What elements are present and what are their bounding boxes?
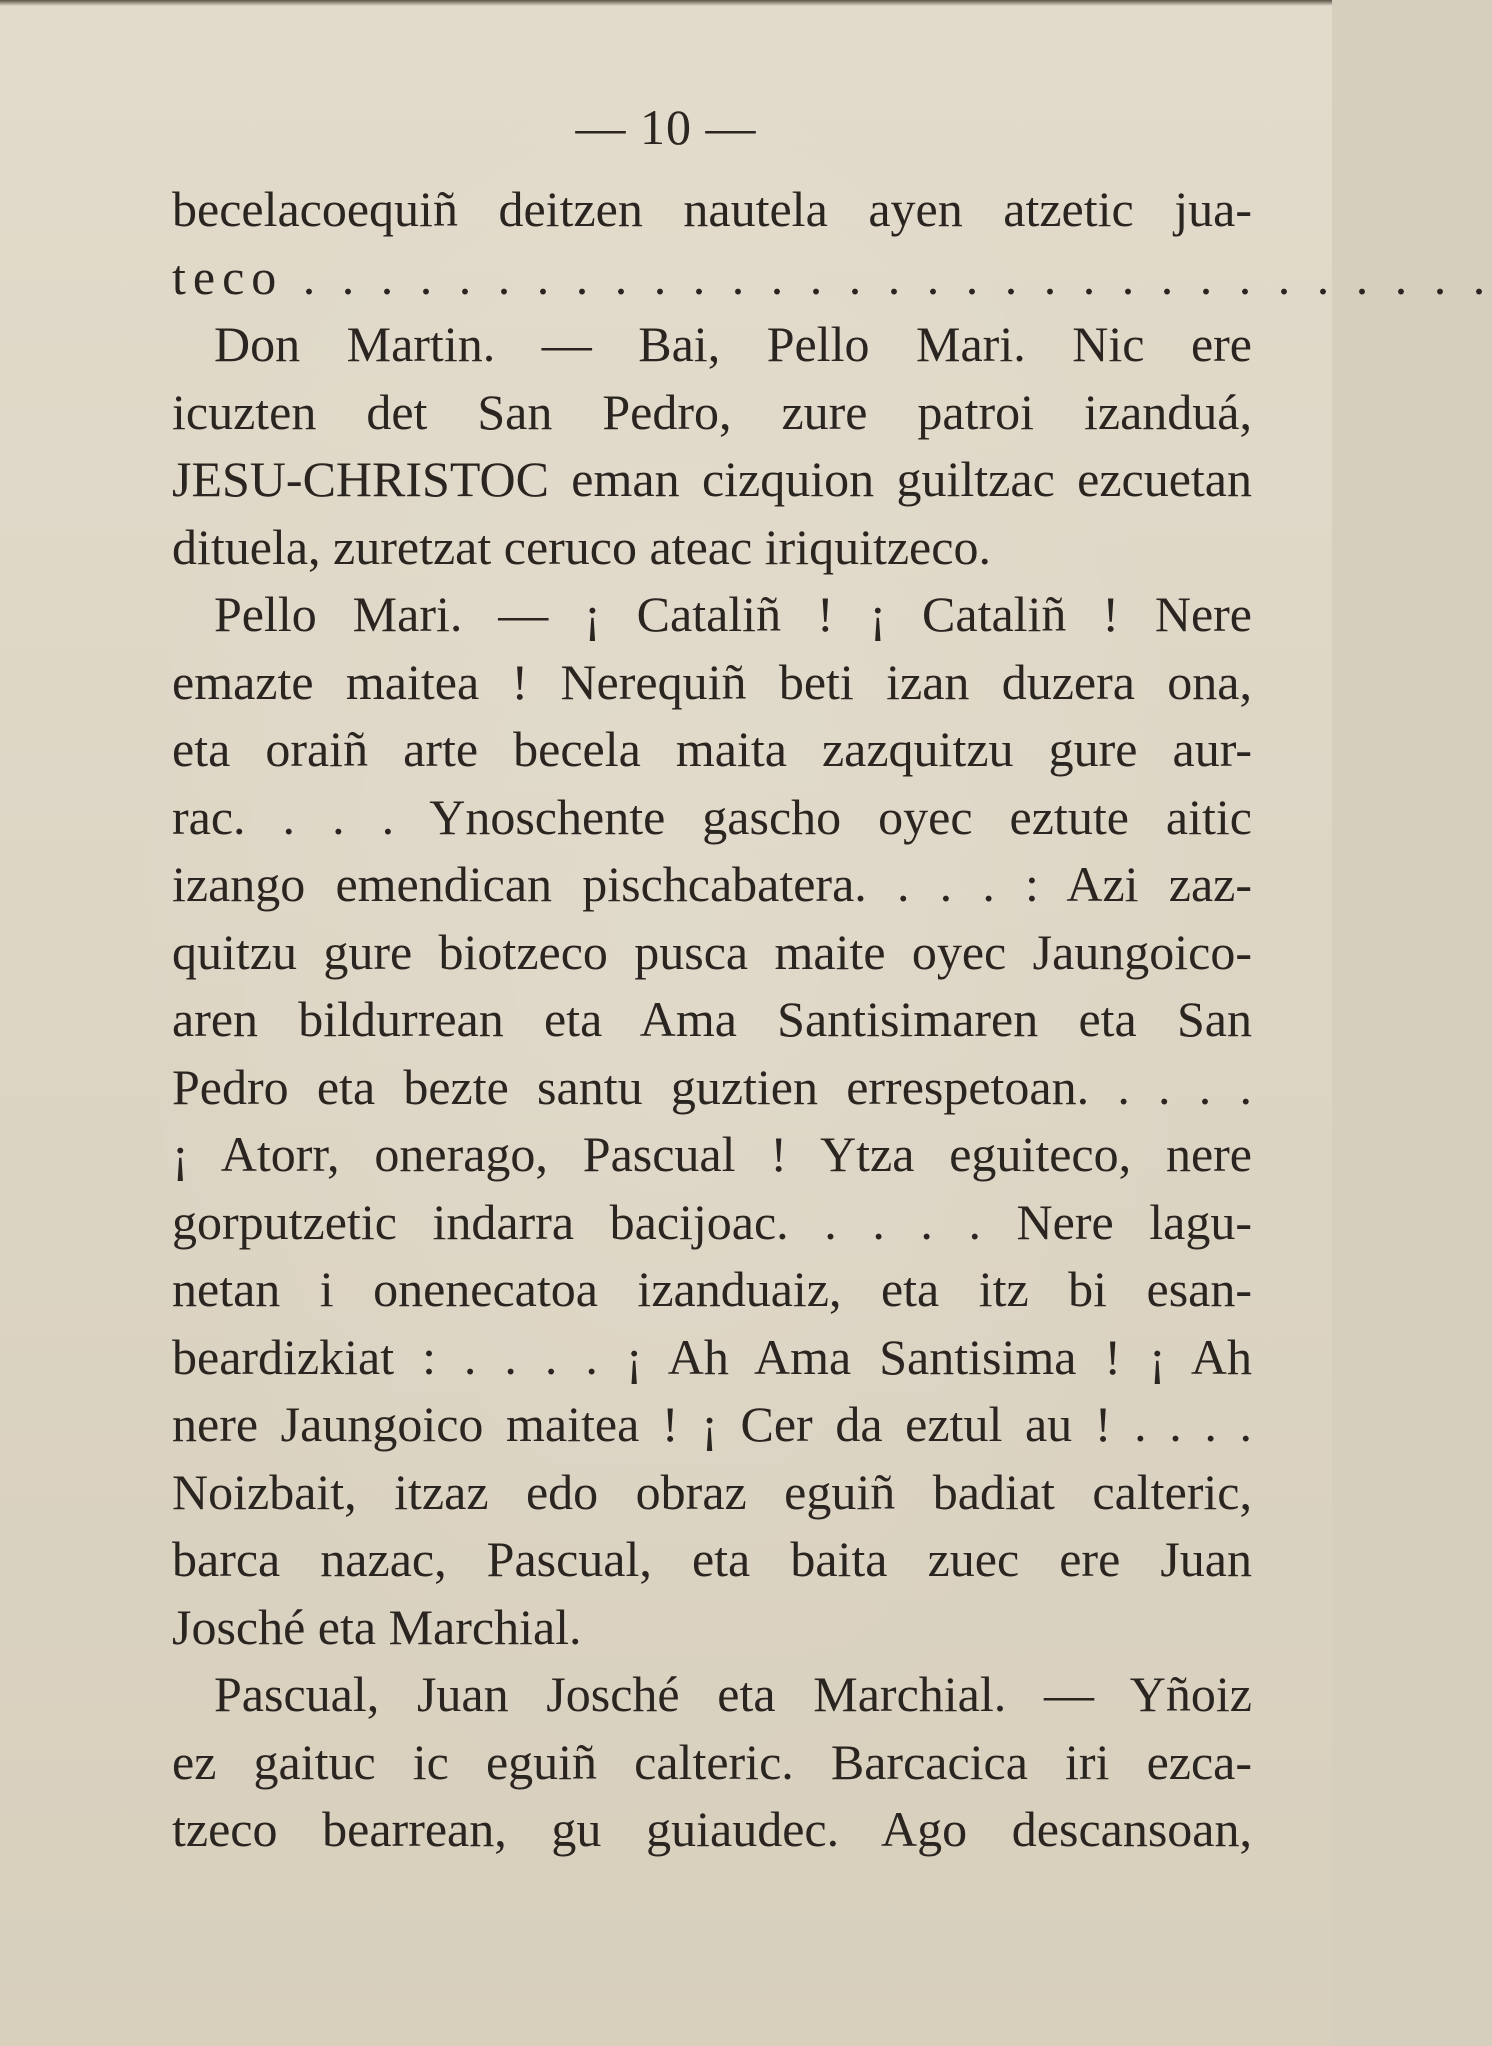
text-line: emazte maitea ! Nerequiñ beti izan duzera ona, (172, 653, 1252, 710)
text-line: barca nazac, Pascual, eta baita zuec ere Juan (172, 1531, 1252, 1587)
text-line: rac. . . . Ynoschente gascho oyec eztute aitic (172, 788, 1252, 845)
text-line: nere Jaungoico maitea ! ¡ Cer da eztul au ! . . . . (172, 1396, 1252, 1452)
text-line: Pascual, Juan Josché eta Marchial. — Yñoiz (214, 1666, 1252, 1722)
body-text (172, 176, 1492, 1864)
text-line: teco . . . . . . . . . . . . . . . . . . . . . . . . . . . . . . . (172, 248, 1492, 305)
text-line: aren bildurrean eta Ama Santisimaren eta San (172, 991, 1252, 1047)
dialogue-line (172, 581, 1252, 649)
text-line: eta oraiñ arte becela maita zazquitzu gure aur- (172, 721, 1252, 777)
text-line: ez gaituc ic eguiñ calteric. Barcacica iri ezca- (172, 1733, 1252, 1790)
text-line: dituela, zuretzat ceruco ateac iriquitzeco. (172, 518, 991, 575)
text-line: Don Martin. — Bai, Pello Mari. Nic ere (214, 316, 1252, 372)
page-number: — 10 — (575, 99, 757, 155)
text-line: quitzu gure biotzeco pusca maite oyec Jaungoico- (172, 923, 1252, 980)
dialogue-line (172, 1661, 1252, 1729)
text-line: beardizkiat : . . . . ¡ Ah Ama Santisima ! ¡ Ah (172, 1328, 1252, 1385)
text-line: tzeco bearrean, gu guiaudec. Ago descansoan, (172, 1801, 1252, 1857)
text-line: JESU-CHRISTOC eman cizquion guiltzac ezcuetan (172, 451, 1252, 507)
text-line: gorputzetic indarra bacijoac. . . . . Nere lagu- (172, 1193, 1252, 1250)
text-line: Pedro eta bezte santu guztien errespetoan. . . . . (172, 1058, 1252, 1115)
text-line: Josché eta Marchial. (172, 1598, 582, 1655)
text-line: Noizbait, itzaz edo obraz eguiñ badiat calteric, (172, 1463, 1252, 1520)
text-line: Pello Mari. — ¡ Cataliñ ! ¡ Cataliñ ! Nere (214, 586, 1252, 642)
dialogue-line (172, 311, 1252, 379)
text-line: icuzten det San Pedro, zure patroi izanduá, (172, 383, 1252, 440)
page-top-edge (0, 0, 1332, 6)
text-line: netan i onenecatoa izanduaiz, eta itz bi esan- (172, 1261, 1252, 1317)
text-line: izango emendican pischcabatera. . . . : Azi zaz- (172, 856, 1252, 912)
text-line: ¡ Atorr, onerago, Pascual ! Ytza eguiteco, nere (172, 1126, 1252, 1182)
text-line: becelacoequiñ deitzen nautela ayen atzetic jua- (172, 181, 1252, 237)
